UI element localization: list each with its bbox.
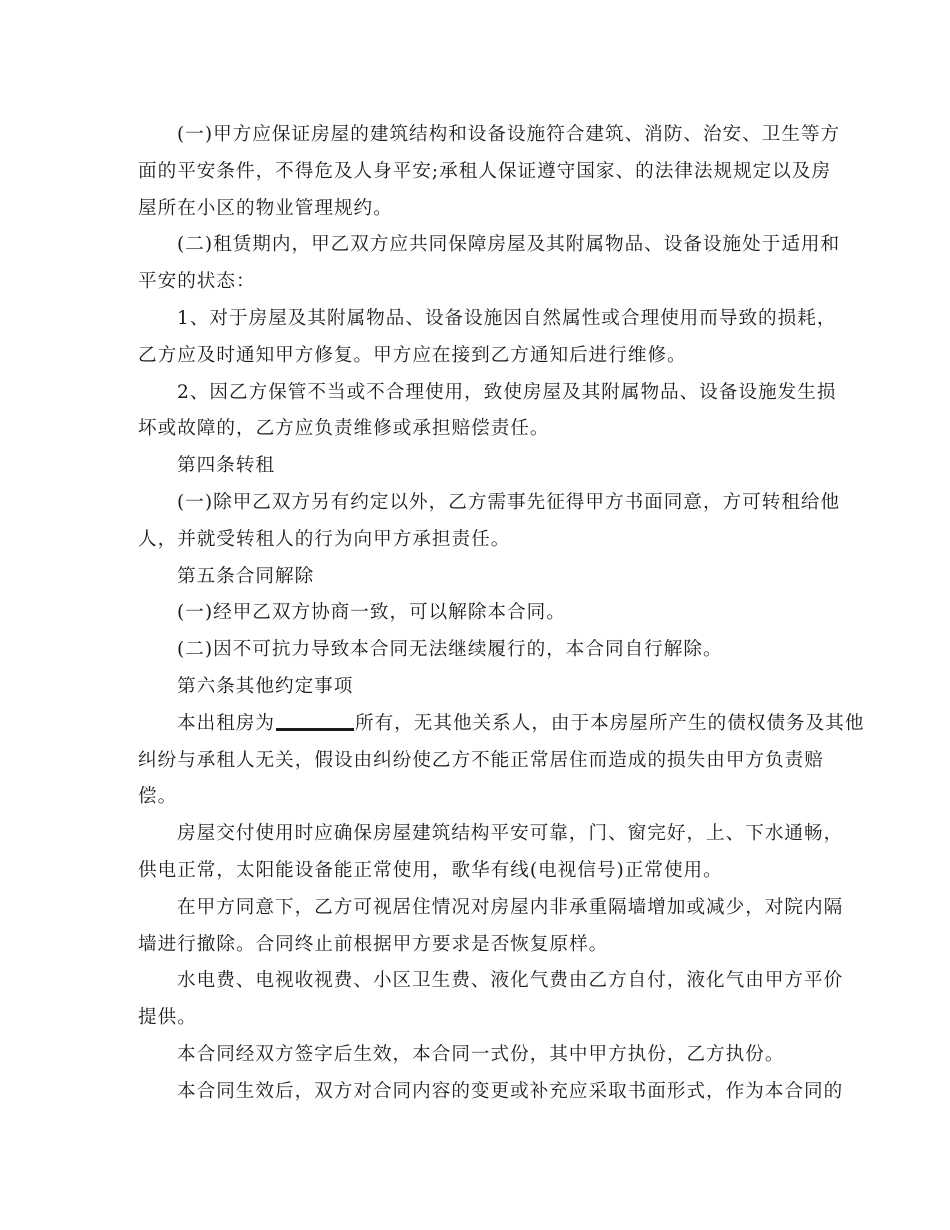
paragraph-amendments: 本合同生效后，双方对合同内容的变更或补充应采取书面形式，作为本合同的 [177,1080,844,1102]
section-heading-termination: 第五条合同解除 [177,565,315,587]
text-line: 面的平安条件，不得危及人身平安;承租人保证遵守国家、的法律法规规定以及房 [138,160,832,182]
paragraph-handover-condition [138,816,844,890]
text-line: 供电正常，太阳能设备能正常使用，歌华有线(电视信号)正常使用。 [138,859,723,881]
paragraph-sublease-consent [138,485,841,559]
text-line: (一)除甲乙双方另有约定以外，乙方需事先征得甲方书面同意，方可转租给他 [177,491,841,513]
paragraph-item-2-damage [138,375,837,449]
text-line: 墙进行撤除。合同终止前根据甲方要求是否恢复原样。 [138,933,609,955]
text-line: 1、对于房屋及其附属物品、设备设施因自然属性或合理使用而导致的损耗， [177,307,837,329]
text-line: 人，并就受转租人的行为向甲方承担责任。 [138,528,511,550]
paragraph-ownership [138,706,865,816]
text-line: 水电费、电视收视费、小区卫生费、液化气费由乙方自付，液化气由甲方平价 [177,970,844,992]
paragraph-effective-copies: 本合同经双方签字后生效，本合同一式份，其中甲方执份，乙方执份。 [177,1043,785,1065]
paragraph-item-1-wear [138,301,837,375]
text-line: 坏或故障的，乙方应负责维修或承担赔偿责任。 [138,418,550,440]
document-page [138,117,865,1111]
text-line: (一)甲方应保证房屋的建筑结构和设备设施符合建筑、消防、治安、卫生等方 [177,124,841,145]
section-heading-other-terms: 第六条其他约定事项 [177,675,354,697]
text-line [138,706,865,743]
text-line: 在甲方同意下，乙方可视居住情况对房屋内非承重隔墙增加或减少，对院内隔 [177,896,844,918]
text-line: 偿。 [138,786,178,808]
text-line: 2、因乙方保管不当或不合理使用，致使房屋及其附属物品、设备设施发生损 [177,381,837,403]
paragraph-force-majeure: (二)因不可抗力导致本合同无法继续履行的，本合同自行解除。 [177,639,723,661]
text-line: 乙方应及时通知甲方修复。甲方应在接到乙方通知后进行维修。 [138,344,687,366]
text-line: 纠纷与承租人无关，假设由纠纷使乙方不能正常居住而造成的损失由甲方负责赔 [138,749,824,771]
text-line: 屋所在小区的物业管理规约。 [138,197,393,219]
paragraph-mutual-termination: (一)经甲乙双方协商一致，可以解除本合同。 [177,602,566,624]
paragraph-partition-walls [138,890,844,964]
owner-blank-field[interactable] [276,710,354,731]
paragraph-lease-period-safety [138,227,841,301]
text-before-blank: 本出租房为 [177,712,275,734]
text-line: 提供。 [138,1007,197,1029]
text-line: 房屋交付使用时应确保房屋建筑结构平安可靠，门、窗完好，上、下水通畅， [177,823,844,845]
paragraph-landlord-guarantee [138,117,841,227]
text-line: (二)租赁期内，甲乙双方应共同保障房屋及其附属物品、设备设施处于适用和 [177,234,841,256]
text-after-blank: 所有，无其他关系人，由于本房屋所产生的债权债务及其他 [354,712,865,734]
paragraph-utility-fees [138,963,844,1037]
text-line: 平安的状态： [138,271,256,293]
section-heading-sublease: 第四条转租 [177,455,275,477]
